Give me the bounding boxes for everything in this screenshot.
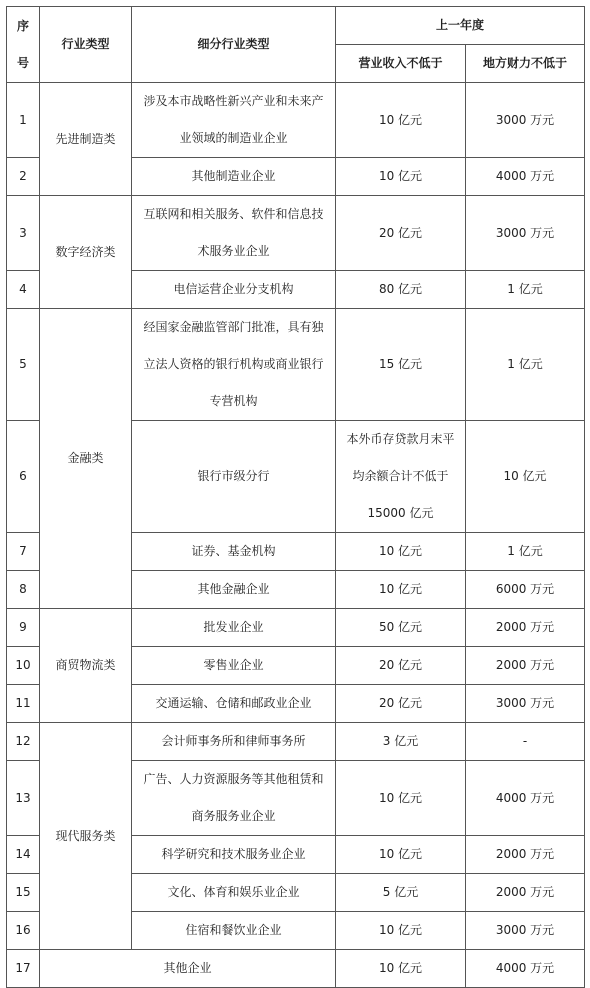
row-revenue: 15 亿元 xyxy=(336,309,466,421)
row-sub-industry: 互联网和相关服务、软件和信息技术服务业企业 xyxy=(132,196,336,271)
sub-industry-header: 细分行业类型 xyxy=(132,7,336,83)
row-sub-industry: 证券、基金机构 xyxy=(132,533,336,571)
table-row xyxy=(7,309,585,421)
row-revenue: 10 亿元 xyxy=(336,950,466,988)
table-row xyxy=(7,950,585,988)
header-row-1 xyxy=(7,7,585,45)
group-digital-economy: 数字经济类 xyxy=(40,196,132,309)
row-sub-industry: 广告、人力资源服务等其他租赁和商务服务业企业 xyxy=(132,761,336,836)
table-row xyxy=(7,609,585,647)
row-revenue: 50 亿元 xyxy=(336,609,466,647)
group-trade-logistics: 商贸物流类 xyxy=(40,609,132,723)
row-revenue: 10 亿元 xyxy=(336,158,466,196)
row-seq: 8 xyxy=(7,571,40,609)
row-revenue: 10 亿元 xyxy=(336,761,466,836)
row-seq: 17 xyxy=(7,950,40,988)
row-local-finance: 4000 万元 xyxy=(466,158,585,196)
row-seq: 10 xyxy=(7,647,40,685)
row-seq: 16 xyxy=(7,912,40,950)
group-modern-services: 现代服务类 xyxy=(40,723,132,950)
row-revenue: 10 亿元 xyxy=(336,83,466,158)
row-seq: 11 xyxy=(7,685,40,723)
row-revenue: 10 亿元 xyxy=(336,912,466,950)
group-finance: 金融类 xyxy=(40,309,132,609)
row-seq: 12 xyxy=(7,723,40,761)
industry-standards-table xyxy=(6,6,585,988)
row-local-finance: 1 亿元 xyxy=(466,533,585,571)
row-seq: 6 xyxy=(7,421,40,533)
row-sub-industry: 其他企业 xyxy=(40,950,336,988)
row-sub-industry: 涉及本市战略性新兴产业和未来产业领域的制造业企业 xyxy=(132,83,336,158)
row-local-finance: 3000 万元 xyxy=(466,83,585,158)
row-seq: 15 xyxy=(7,874,40,912)
row-revenue: 20 亿元 xyxy=(336,196,466,271)
row-sub-industry: 零售业企业 xyxy=(132,647,336,685)
row-revenue: 3 亿元 xyxy=(336,723,466,761)
table-row xyxy=(7,196,585,271)
seq-header-line1: 序 xyxy=(16,18,29,33)
group-advanced-manufacturing: 先进制造类 xyxy=(40,83,132,196)
row-local-finance: - xyxy=(466,723,585,761)
row-seq: 1 xyxy=(7,83,40,158)
table-row xyxy=(7,83,585,158)
row-seq: 5 xyxy=(7,309,40,421)
revenue-header: 营业收入不低于 xyxy=(336,45,466,83)
row-sub-industry: 批发业企业 xyxy=(132,609,336,647)
row-sub-industry: 其他制造业企业 xyxy=(132,158,336,196)
row-seq: 13 xyxy=(7,761,40,836)
row-seq: 3 xyxy=(7,196,40,271)
row-sub-industry: 经国家金融监管部门批准，具有独立法人资格的银行机构或商业银行专营机构 xyxy=(132,309,336,421)
row-revenue: 本外币存贷款月末平均余额合计不低于 15000 亿元 xyxy=(336,421,466,533)
row-sub-industry: 会计师事务所和律师事务所 xyxy=(132,723,336,761)
row-local-finance: 10 亿元 xyxy=(466,421,585,533)
row-sub-industry: 其他金融企业 xyxy=(132,571,336,609)
seq-header-line2: 号 xyxy=(16,55,29,70)
row-revenue: 5 亿元 xyxy=(336,874,466,912)
row-local-finance: 6000 万元 xyxy=(466,571,585,609)
row-local-finance: 4000 万元 xyxy=(466,761,585,836)
row-sub-industry: 交通运输、仓储和邮政业企业 xyxy=(132,685,336,723)
row-local-finance: 3000 万元 xyxy=(466,196,585,271)
row-seq: 4 xyxy=(7,271,40,309)
row-revenue: 10 亿元 xyxy=(336,533,466,571)
row-revenue: 10 亿元 xyxy=(336,836,466,874)
row-local-finance: 1 亿元 xyxy=(466,309,585,421)
local-finance-header: 地方财力不低于 xyxy=(466,45,585,83)
row-revenue: 20 亿元 xyxy=(336,685,466,723)
row-seq: 9 xyxy=(7,609,40,647)
row-sub-industry: 文化、体育和娱乐业企业 xyxy=(132,874,336,912)
table-row xyxy=(7,723,585,761)
row-sub-industry: 电信运营企业分支机构 xyxy=(132,271,336,309)
row-seq: 7 xyxy=(7,533,40,571)
row-local-finance: 2000 万元 xyxy=(466,874,585,912)
industry-type-header: 行业类型 xyxy=(40,7,132,83)
row-local-finance: 2000 万元 xyxy=(466,609,585,647)
row-local-finance: 3000 万元 xyxy=(466,912,585,950)
row-local-finance: 4000 万元 xyxy=(466,950,585,988)
row-sub-industry: 科学研究和技术服务业企业 xyxy=(132,836,336,874)
row-local-finance: 3000 万元 xyxy=(466,685,585,723)
row-sub-industry: 住宿和餐饮业企业 xyxy=(132,912,336,950)
row-local-finance: 2000 万元 xyxy=(466,647,585,685)
row-local-finance: 2000 万元 xyxy=(466,836,585,874)
row-seq: 2 xyxy=(7,158,40,196)
seq-header xyxy=(7,7,40,83)
row-revenue: 80 亿元 xyxy=(336,271,466,309)
row-local-finance: 1 亿元 xyxy=(466,271,585,309)
row-seq: 14 xyxy=(7,836,40,874)
prev-year-header: 上一年度 xyxy=(336,7,585,45)
row-revenue: 10 亿元 xyxy=(336,571,466,609)
row-revenue: 20 亿元 xyxy=(336,647,466,685)
row-sub-industry: 银行市级分行 xyxy=(132,421,336,533)
